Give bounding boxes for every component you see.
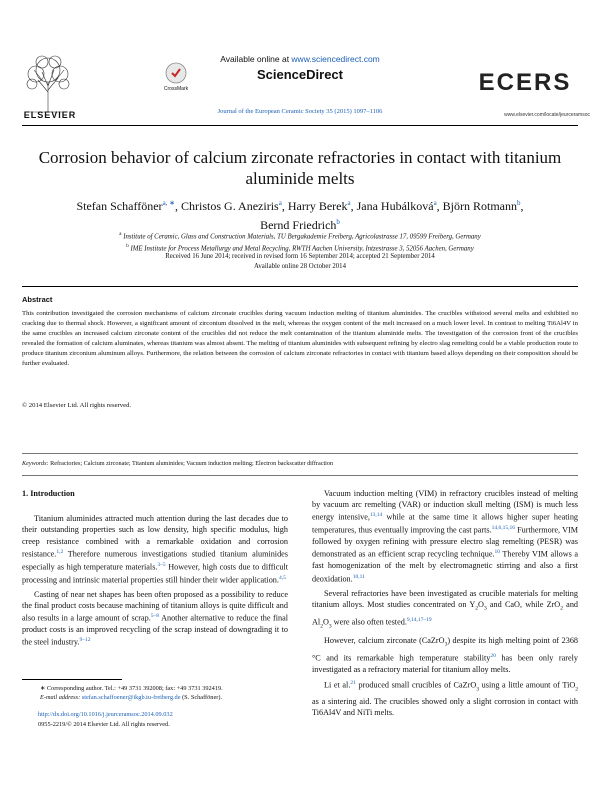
footnote-email-line [40,693,290,702]
dates-received: Received 16 June 2014; received in revised form 16 September 2014; accepted 21 September 2014 [165,253,435,260]
body-paragraph: Li et al.$^{21}$ produced small crucibles of CaZrO$_3$ using a little amount of TiO$_2$ as a sintering aid. The crucibles showed only a slight corrosion in contact with Ti6Al4V and NiTi melts. [312,680,579,717]
sciencedirect-logo: ScienceDirect [257,67,343,82]
body-paragraph: Vacuum induction melting (VIM) in refractory crucibles instead of melting by vacuum arc remelting (VAR) or induction skull melting (ISM) is much less energy intensive,$^{13,14}$ while at the same time it allows higher super heating temperatures, thus eventually improving the cast parts.$^{14,6,15,16}$ Furthermore, VIM followed by oxygen refining with pressure electro slag remelting (PESR) was demonstrated as an efficient scrap recycling technique.$^{10}$ Thereby VIM allows a fast homogenization of the melt by electromagnetic stirring and also a first deoxidation.$^{10,11}$ [312,489,579,584]
email-suffix: (S. Schafföner). [180,694,223,701]
author-separator: , [281,199,288,213]
abstract-top-divider [22,286,578,287]
author-affiliation-marker[interactable]: b [336,218,340,226]
citation-ref: 14,6,15,16 [491,525,515,532]
author-affiliation-marker[interactable]: a [278,199,282,207]
affiliation-text: Institute of Ceramic, Glass and Construction Materials, TU Bergakademie Freiberg, Agricolastrasse 17, 09599 Freiberg, Germany [123,233,481,241]
corresponding-author-footnote [40,684,290,702]
affiliation-marker: b [126,244,129,250]
body-paragraph: However, calcium zirconate (CaZrO$_3$) despite its high melting point of 2368 °C and its remarkable high temperature stability$^{20}$ has been only rarely investigated as a refractory material for titanium alloy melts. [312,636,579,674]
keywords-label: Keywords: [22,460,49,467]
journal-citation-line[interactable]: Journal of the European Ceramic Society 35 (2015) 1097–1106 [217,108,383,115]
author-name: Jana Hubálková [356,199,434,213]
article-dates [40,252,560,272]
author-separator: , [520,199,524,213]
author-separator: , [175,199,182,213]
crossmark-label: CrossMark [163,86,189,92]
header-divider [22,125,578,126]
doi-link[interactable]: http://dx.doi.org/10.1016/j.jeurceramsoc.2014.09.032 [38,711,173,718]
citation-ref: 4,5 [278,574,286,581]
author-affiliation-marker[interactable]: a [347,199,351,207]
keywords-top-divider [22,453,578,454]
available-prefix: Available online at [220,54,292,64]
body-paragraph: Casting of near net shapes has been often proposed as a possibility to reduce the final product costs because machining of titanium alloys is quite difficult and also results in a large amount of scrap.$^{5-8}$ Another alternative to reduce the final product costs is an improved recycling of the scrap instead of downgrading it to the steel industry.$^{9-12}$ [22,589,288,647]
issn-copyright: 0955-2219/© 2014 Elsevier Ltd. All rights reserved. [38,721,170,728]
available-online-line [0,54,600,64]
footnote-contact: ∗ Corresponding author. Tel.: +49 3731 392008; fax: +49 3731 392419. [40,685,223,692]
author-name: Stefan Schafföner [76,199,163,213]
sciencedirect-link[interactable]: www.sciencedirect.com [291,54,380,64]
citation-ref: 13,14 [369,512,383,519]
affiliation-marker: a [119,232,122,237]
citation-ref: 5–8 [150,613,160,620]
affiliations [40,230,560,255]
citation-ref: 10,11 [352,573,365,580]
crossmark-badge[interactable] [158,62,194,92]
body-column-left [22,488,288,651]
email-link[interactable]: stefan.schaffoener@ikgb.tu-freiberg.de [81,694,181,701]
ecers-logo-text: ECERS [478,69,572,96]
author-separator: , [350,199,357,213]
keywords-bottom-divider [22,475,578,476]
abstract-heading: Abstract [22,295,53,304]
author-affiliation-marker[interactable]: a, ∗ [162,199,176,207]
affiliation-text: IME Institute for Process Metallurgy and Metal Recycling, RWTH Aachen University, Intzestrasse 3, 52056 Aachen, Germany [130,245,474,253]
affiliation-line [40,230,560,242]
author-name: Harry Berek [287,199,348,213]
citation-ref: 21 [350,680,356,687]
citation-ref: 1,2 [56,548,64,555]
body-column-right [312,488,578,721]
author-name: Bernd Friedrich [260,218,337,232]
keywords-line [22,460,578,467]
abstract-copyright: © 2014 Elsevier Ltd. All rights reserved. [22,402,132,409]
dates-available: Available online 28 October 2014 [254,263,346,270]
paper-title: Corrosion behavior of calcium zirconate refractories in contact with titanium aluminide melts [38,148,562,188]
author-affiliation-marker[interactable]: a [433,199,437,207]
journal-homepage-url[interactable]: www.elsevier.com/locate/jeurceramsoc [504,112,590,118]
publisher-name: ELSEVIER [23,110,77,120]
citation-ref: 20 [490,653,496,660]
author-separator: , [436,199,443,213]
citation-ref: 3–5 [157,561,166,568]
footnote-divider [22,679,122,680]
ecers-logo [470,66,580,96]
citation-ref: 9–12 [79,637,91,644]
author-affiliation-marker[interactable]: b [517,199,521,207]
keywords-text: Refractories; Calcium zirconate; Titanium aluminides; Vacuum induction melting; Electron backscatter diffraction [50,460,334,467]
citation-ref: 10 [494,549,501,556]
email-label: E-mail address: [40,694,82,701]
author-name: Christos G. Aneziris [181,199,279,213]
author-name: Björn Rotmann [442,199,518,213]
abstract-text: This contribution investigated the corrosion mechanisms of calcium zirconate crucibles during vacuum induction melting of titanium aluminides. The crucibles withstood several melts and exhibited no cracking due to thermal shock. However, a significant amount of zirconium dissolved in the melt, whereas the oxygen content of the melt increased on a much lower level. In contrast to melting Ti6Al4V in the same crucibles an increased calcium zirconate content of the crucibles did not reduce the melt contamination of the titanium aluminide melts. The investigation of the corrosion front of the crucibles revealed the formation of calcium aluminates, whereas titanium was almost absent. The melting of titanium aluminides with subsequent refining by electro slag remelting could be a viable production route to produce titanium zirconium aluminum alloys. Furthermore, the relation between the corrosion of calcium zirconate refractories in contact with titanium based alloys depending on their composition should be further evaluated. [22,310,578,367]
section-heading-introduction: 1. Introduction [22,489,75,498]
citation-ref: 9,14,17–19 [406,616,432,623]
body-paragraph: Several refractories have been investigated as crucible materials for melting titanium alloys. Most studies concentrated on $Y_2O_3$ and CaO, while ZrO$_2$ and $Al_2O_3$ were also often tested.$^{9,14,17-19}$ [312,588,579,629]
body-paragraph: Titanium aluminides attracted much attention during the last decades due to their outstanding properties such as low density, high specific modulus, high creep resistance combined with a remarkable oxidation and corrosion resistance.$^{1,2}$ Therefore numerous investigations studied titanium aluminides especially as high temperature materials.$^{3-5}$ However, high costs due to difficult processing and intrinsic material properties still hinder their wider application.$^{4,5}$ [22,514,288,585]
author-list [40,195,560,233]
crossmark-icon [165,62,187,84]
